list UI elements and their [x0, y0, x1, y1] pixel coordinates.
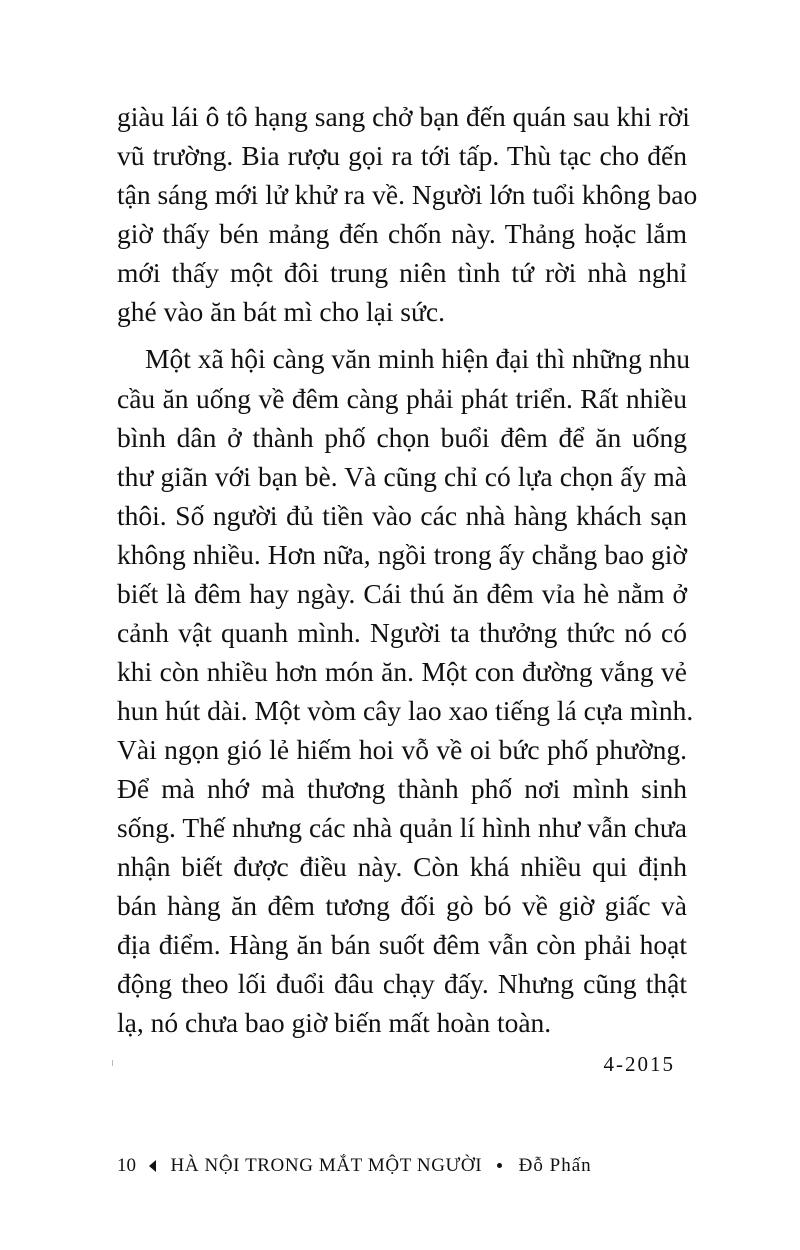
- text-line: cảnh vật quanh mình. Người ta thưởng thức nó có: [117, 617, 687, 648]
- text-line: hun hút dài. Một vòm cây lao xao tiếng lá cựa mình.: [117, 695, 694, 726]
- author-name: Đỗ Phấn: [518, 1154, 592, 1176]
- text-line: thư giãn với bạn bè. Và cũng chỉ có lựa chọn ấy mà: [117, 461, 687, 492]
- left-triangle-icon: [149, 1160, 156, 1172]
- text-line: mới thấy một đôi trung niên tình tứ rời nhà nghỉ: [117, 257, 687, 288]
- date-stamp: 4-2015: [603, 1052, 675, 1076]
- text-line: giờ thấy bén mảng đến chốn này. Thảng hoặc lắm: [117, 218, 687, 249]
- text-line: không nhiều. Hơn nữa, ngồi trong ấy chẳng bao giờ: [117, 539, 687, 570]
- text-line: lạ, nó chưa bao giờ biến mất hoàn toàn.: [117, 1007, 552, 1038]
- text-line: bình dân ở thành phố chọn buổi đêm để ăn uống: [117, 422, 687, 453]
- text-line: thôi. Số người đủ tiền vào các nhà hàng khách sạn: [117, 500, 687, 531]
- text-line: Vài ngọn gió lẻ hiếm hoi vỗ về oi bức phố phường.: [117, 734, 687, 765]
- text-line: động theo lối đuổi đâu chạy đấy. Nhưng cũng thật: [117, 968, 687, 999]
- text-line: nhận biết được điều này. Còn khá nhiều qui định: [117, 851, 687, 882]
- bullet-dot-icon: [497, 1163, 502, 1168]
- text-line: vũ trường. Bia rượu gọi ra tới tấp. Thù tạc cho đến: [117, 140, 687, 171]
- text-line: Để mà nhớ mà thương thành phố nơi mình sinh: [117, 773, 687, 804]
- text-line: khi còn nhiều hơn món ăn. Một con đường vắng vẻ: [117, 656, 687, 687]
- scan-mark: [112, 1060, 113, 1066]
- text-line: Một xã hội càng văn minh hiện đại thì những nhu: [145, 343, 690, 374]
- text-line: sống. Thế nhưng các nhà quản lí hình như vẫn chưa: [117, 812, 687, 843]
- text-line: bán hàng ăn đêm tương đối gò bó về giờ giấc và: [117, 890, 687, 921]
- text-line: tận sáng mới lử khử ra về. Người lớn tuổi không bao: [117, 179, 698, 210]
- page-number: 10: [117, 1154, 136, 1176]
- text-line: giàu lái ô tô hạng sang chở bạn đến quán sau khi rời: [117, 101, 690, 132]
- text-line: địa điểm. Hàng ăn bán suốt đêm vẫn còn phải hoạt: [117, 929, 687, 960]
- text-line: biết là đêm hay ngày. Cái thú ăn đêm vỉa hè nằm ở: [117, 578, 687, 609]
- book-title: HÀ NỘI TRONG MẮT MỘT NGƯỜI: [170, 1154, 483, 1176]
- text-line: cầu ăn uống về đêm càng phải phát triển. Rất nhiều: [117, 383, 687, 414]
- text-line: ghé vào ăn bát mì cho lại sức.: [117, 296, 445, 327]
- page-footer: [117, 1154, 592, 1177]
